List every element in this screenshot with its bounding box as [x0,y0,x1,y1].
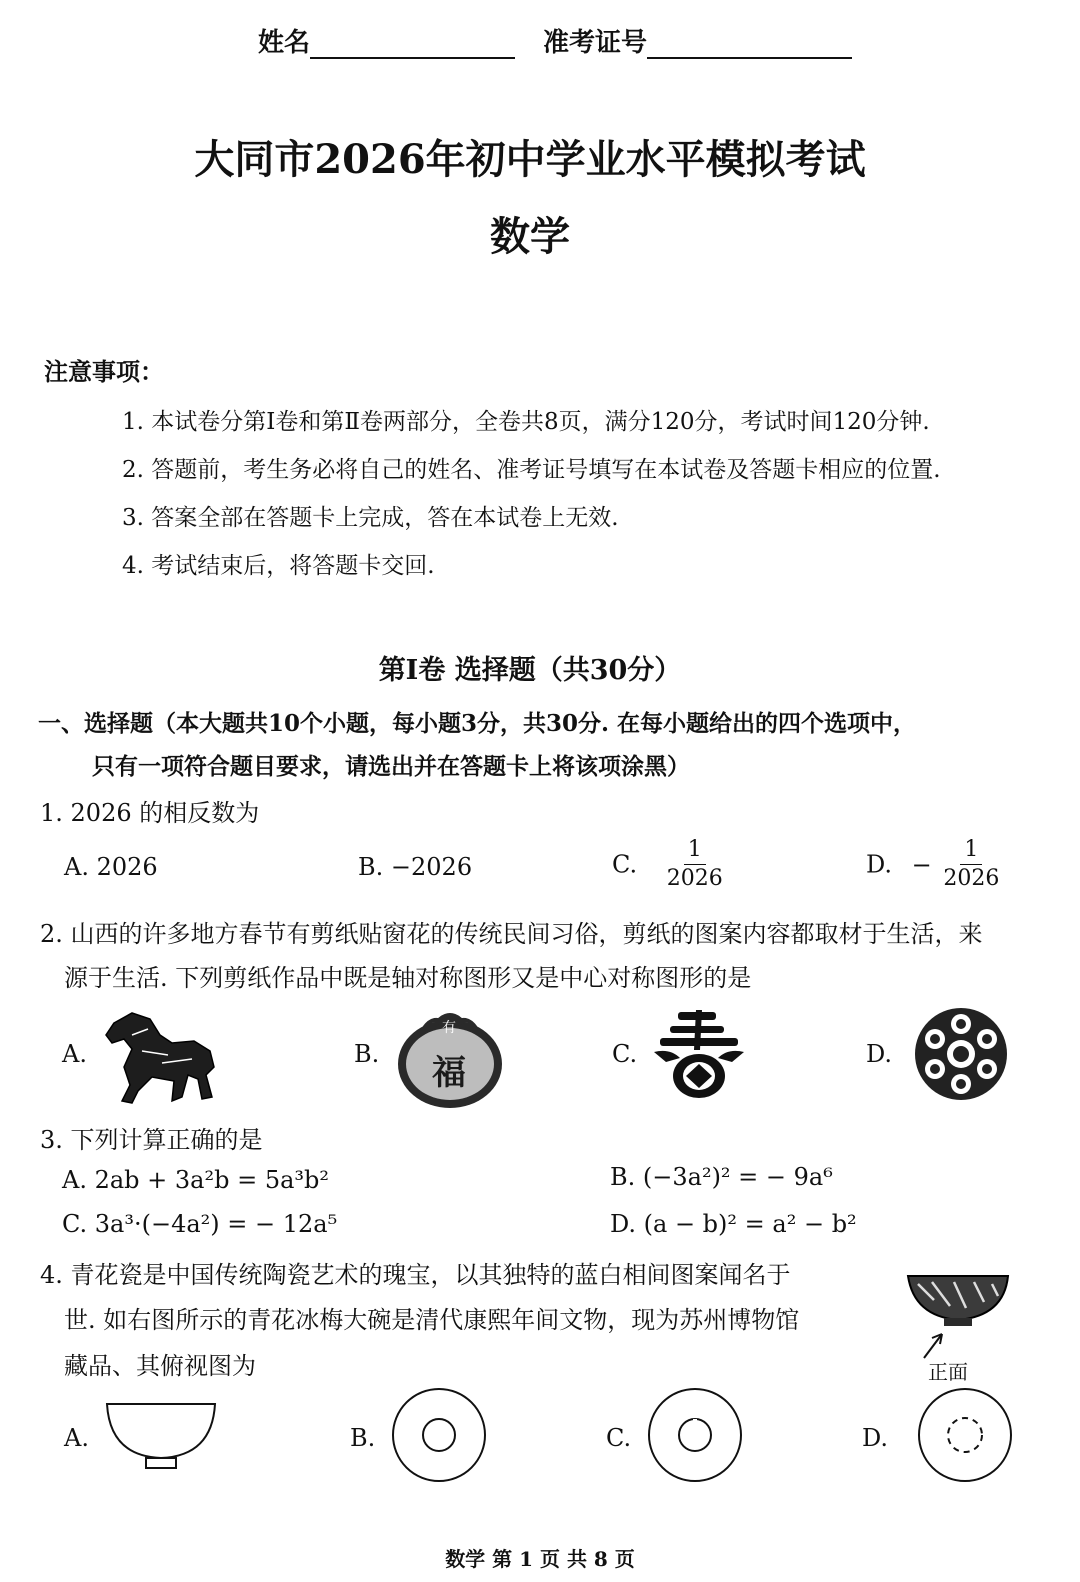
q2-stem-line1: 2. 山西的许多地方春节有剪纸贴窗花的传统民间习俗，剪纸的图案内容都取材于生活，来 [40,920,983,948]
bowl-front-view-image [104,1400,218,1472]
q1-option-a: A. 2026 [64,853,158,881]
q4-option-d-label: D. [862,1424,889,1452]
q2-stem-line2: 源于生活. 下列剪纸作品中既是轴对称图形又是中心对称图形的是 [64,964,752,992]
note-item: 1. 本试卷分第Ⅰ卷和第Ⅱ卷两部分，全卷共8页，满分120分，考试时间120分钟. [122,409,930,435]
q1-stem: 1. 2026 的相反数为 [40,799,260,827]
top-view-option-b-image [388,1388,490,1482]
fortune-papercut-image [394,1002,506,1110]
page-footer: 数学 第 1 页 共 8 页 [445,1547,635,1571]
q4-option-a-label: A. [64,1424,89,1452]
papercut-text-you: 有 [442,1020,456,1036]
q1-option-d-label: D. [866,850,893,879]
section-instructions-line1: 一、选择题（本大题共10个小题，每小题3分，共30分. 在每小题给出的四个选项中， [38,710,917,737]
q3-option-c: C. 3a³·(−4a²) = − 12a⁵ [62,1210,338,1238]
q3-option-a: A. 2ab + 3a²b = 5a³b² [62,1166,330,1194]
note-item: 4. 考试结束后，将答题卡交回. [122,553,435,579]
note-item: 3. 答案全部在答题卡上完成，答在本试卷上无效. [122,505,619,531]
section-instructions-line2: 只有一项符合题目要求，请选出并在答题卡上将该项涂黑） [92,753,690,780]
part1-title: 第Ⅰ卷 选择题（共30分） [378,655,682,686]
exam-title: 大同市2026年初中学业水平模拟考试 [194,136,866,183]
q1-option-b: B. −2026 [358,853,473,881]
top-view-option-c-image [644,1388,746,1482]
notes-title: 注意事项： [44,357,164,386]
q1-option-d-sign: − [911,850,932,879]
fraction-numerator: 1 [960,836,982,865]
exam-no-label: 准考证号 [543,28,648,58]
papercut-text-fu: 福 [432,1053,466,1093]
q3-option-b: B. (−3a²)² = − 9a⁶ [610,1163,833,1191]
q3-option-d: D. (a − b)² = a² − b² [610,1210,857,1238]
q2-option-b-label: B. [354,1040,380,1068]
top-view-option-d-image [914,1388,1016,1482]
name-field[interactable] [258,22,515,59]
horse-papercut-image [102,1005,220,1105]
q4-stem-line3: 藏品、其俯视图为 [64,1352,256,1380]
q4-stem-line2: 世. 如右图所示的青花冰梅大碗是清代康熙年间文物，现为苏州博物馆 [64,1306,800,1334]
q4-option-c-label: C. [606,1424,632,1452]
name-label: 姓名 [258,28,311,58]
q1-option-d-fraction [939,836,1003,893]
flower-papercut-image [908,1004,1014,1104]
q1-option-d [866,836,1003,893]
q4-stem-line1: 4. 青花瓷是中国传统陶瓷艺术的瑰宝，以其独特的蓝白相间图案闻名于 [40,1261,791,1289]
q1-option-c-fraction [663,836,727,893]
front-view-label: 正面 [928,1360,968,1384]
exam-no-blank[interactable] [647,29,852,59]
fraction-denominator: 2026 [943,866,1000,891]
fraction-numerator: 1 [684,836,706,865]
q2-option-a-label: A. [62,1040,87,1068]
spring-papercut-image [650,1006,748,1102]
q2-option-d-label: D. [866,1040,893,1068]
q2-option-c-label: C. [612,1040,638,1068]
exam-subject: 数学 [490,213,570,260]
q1-option-c-label: C. [612,850,638,879]
q4-option-b-label: B. [350,1424,376,1452]
name-blank[interactable] [310,29,515,59]
exam-no-field[interactable] [543,22,852,59]
q1-option-c [612,836,727,893]
q3-stem: 3. 下列计算正确的是 [40,1126,263,1154]
note-item: 2. 答题前，考生务必将自己的姓名、准考证号填写在本试卷及答题卡相应的位置. [122,457,941,483]
fraction-denominator: 2026 [666,866,723,891]
